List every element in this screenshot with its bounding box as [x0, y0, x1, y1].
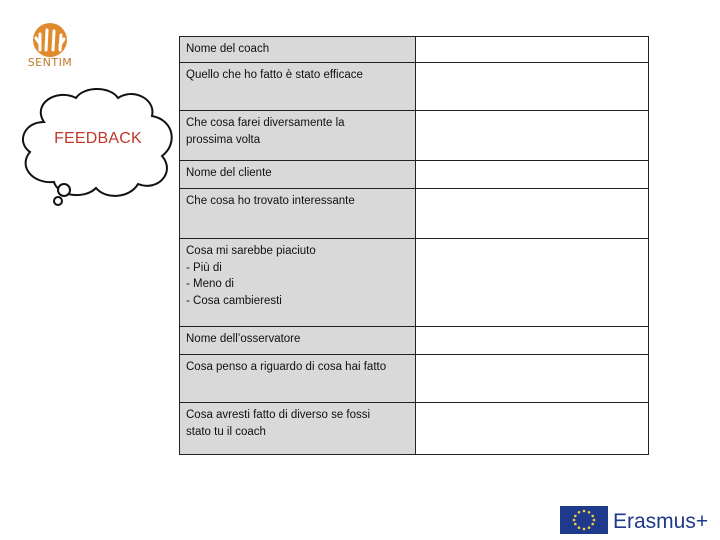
feedback-thought-bubble — [14, 84, 184, 214]
coach-name-label: Nome del coach — [180, 37, 416, 63]
feedback-label: FEEDBACK — [54, 130, 142, 147]
observer-name-label: Nome dell’osservatore — [180, 327, 416, 355]
interesting-label: Che cosa ho trovato interessante — [180, 189, 416, 239]
interesting-field[interactable] — [416, 189, 649, 239]
table-row — [180, 327, 649, 355]
sentim-logo — [22, 20, 88, 76]
hands-icon — [22, 20, 78, 58]
erasmus-plus-logo: Erasmus+ — [613, 510, 709, 533]
eu-flag-icon — [560, 506, 608, 534]
coach-name-field[interactable] — [416, 37, 649, 63]
would-have-liked-field[interactable] — [416, 239, 649, 327]
logo-text: SENTIM — [27, 56, 73, 69]
effective-field[interactable] — [416, 63, 649, 111]
do-differently-label: Che cosa farei diversamente la prossima volta — [180, 111, 416, 161]
table-row — [180, 37, 649, 63]
think-about-label: Cosa penso a riguardo di cosa hai fatto — [180, 355, 416, 403]
table-row — [180, 63, 649, 111]
in-your-place-label: Cosa avresti fatto di diverso se fossi stato tu il coach — [180, 403, 416, 455]
feedback-form-table — [179, 36, 649, 455]
in-your-place-field[interactable] — [416, 403, 649, 455]
table-row — [180, 161, 649, 189]
table-row — [180, 403, 649, 455]
effective-label: Quello che ho fatto è stato efficace — [180, 63, 416, 111]
table-row — [180, 189, 649, 239]
client-name-field[interactable] — [416, 161, 649, 189]
observer-name-field[interactable] — [416, 327, 649, 355]
would-have-liked-label: Cosa mi sarebbe piaciuto - Più di - Meno di - Cosa cambieresti — [180, 239, 416, 327]
table-row — [180, 355, 649, 403]
table-row — [180, 239, 649, 327]
table-row — [180, 111, 649, 161]
do-differently-field[interactable] — [416, 111, 649, 161]
client-name-label: Nome del cliente — [180, 161, 416, 189]
think-about-field[interactable] — [416, 355, 649, 403]
cloud-shape — [14, 84, 184, 214]
